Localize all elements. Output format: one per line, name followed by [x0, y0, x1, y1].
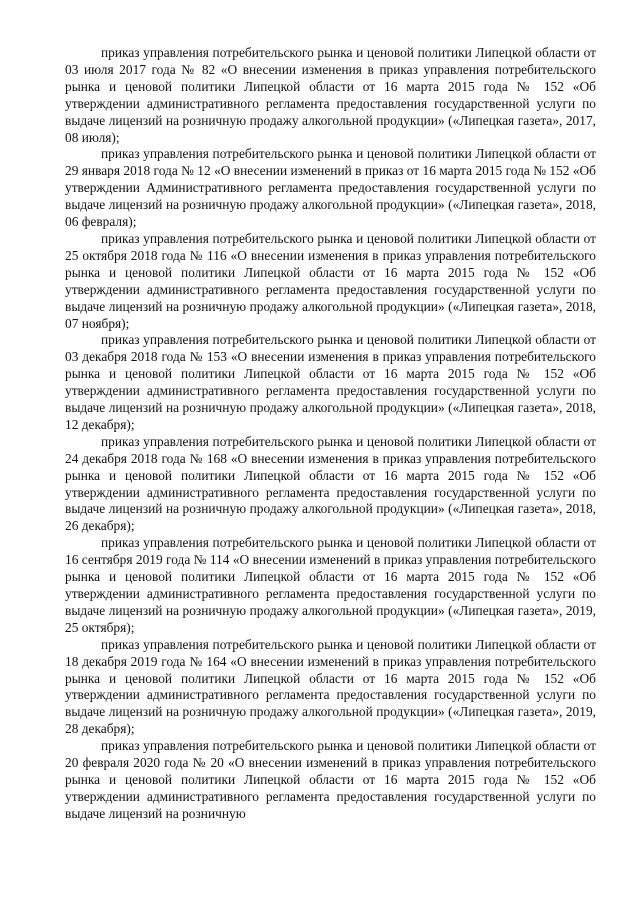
document-page — [65, 45, 596, 823]
list-item: приказ управления потребительского рынка и ценовой политики Липецкой области от 25 октября 2018 года № 116 «О внесении изменения в приказ управления потребительского рынка и ценовой политики Липецкой области от 16 марта 2015 года № 152 «Об утверждении административного регламента предоставления государственной услуги по выдаче лицензий на розничную продажу алкогольной продукции» («Липецкая газета», 2018, 07 ноября); — [65, 230, 596, 331]
list-item: приказ управления потребительского рынка и ценовой политики Липецкой области от 24 декабря 2018 года № 168 «О внесении изменения в приказ управления потребительского рынка и ценовой политики Липецкой области от 16 марта 2015 года № 152 «Об утверждении административного регламента предоставления государственной услуги по выдаче лицензий на розничную продажу алкогольной продукции» («Липецкая газета», 2018, 26 декабря); — [65, 433, 596, 534]
list-item: приказ управления потребительского рынка и ценовой политики Липецкой области от 29 января 2018 года № 12 «О внесении изменений в приказ от 16 марта 2015 года № 152 «Об утверждении Административного регламента предоставления государственной услуги по выдаче лицензий на розничную продажу алкогольной продукции» («Липецкая газета», 2018, 06 февраля); — [65, 146, 596, 230]
list-item: приказ управления потребительского рынка и ценовой политики Липецкой области от 03 декабря 2018 года № 153 «О внесении изменения в приказ управления потребительского рынка и ценовой политики Липецкой области от 16 марта 2015 года № 152 «Об утверждении административного регламента предоставления государственной услуги по выдаче лицензий на розничную продажу алкогольной продукции» («Липецкая газета», 2018, 12 декабря); — [65, 332, 596, 432]
list-item: приказ управления потребительского рынка и ценовой политики Липецкой области от 20 февраля 2020 года № 20 «О внесении изменений в приказ управления потребительского рынка и ценовой политики Липецкой области от 16 марта 2015 года № 152 «Об утверждении административного регламента предоставления государственной услуги по выдаче лицензий на розничную — [65, 738, 596, 821]
list-item: приказ управления потребительского рынка и ценовой политики Липецкой области от 03 июля 2017 года № 82 «О внесении изменения в приказ управления потребительского рынка и ценовой политики Липецкой области от 16 марта 2015 года № 152 «Об утверждении административного регламента предоставления государственной услуги по выдаче лицензий на розничную продажу алкогольной продукции» («Липецкая газета», 2017, 08 июля); — [65, 45, 596, 145]
list-item: приказ управления потребительского рынка и ценовой политики Липецкой области от 16 сентября 2019 года № 114 «О внесении изменений в приказ управления потребительского рынка и ценовой политики Липецкой области от 16 марта 2015 года № 152 «Об утверждении административного регламента предоставления государственной услуги по выдаче лицензий на розничную продажу алкогольной продукции» («Липецкая газета», 2019, 25 октября); — [65, 535, 596, 635]
list-item: приказ управления потребительского рынка и ценовой политики Липецкой области от 18 декабря 2019 года № 164 «О внесении изменений в приказ управления потребительского рынка и ценовой политики Липецкой области от 16 марта 2015 года № 152 «Об утверждении административного регламента предоставления государственной услуги по выдаче лицензий на розничную продажу алкогольной продукции» («Липецкая газета», 2019, 28 декабря); — [65, 636, 596, 737]
